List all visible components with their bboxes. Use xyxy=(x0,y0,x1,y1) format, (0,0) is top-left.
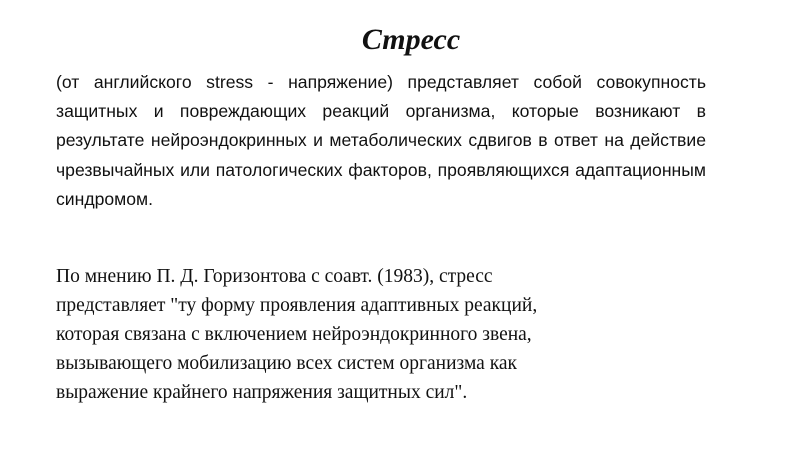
definition-paragraph: (от английского stress - напряжение) представляет собой совокупность защитных и повреждающих реакций организма, которые возникают в результате нейроэндокринных и метаболических сдвигов в ответ на действие чрезвычайных или патологических факторов, проявляющихся адаптационным синдромом. xyxy=(56,72,706,209)
quote-line: вызывающего мобилизацию всех систем организма как xyxy=(56,353,518,374)
quote-line: представляет "ту форму проявления адаптивных реакций, xyxy=(56,295,538,316)
quote-line: По мнению П. Д. Горизонтова с соавт. (1983), стресс xyxy=(56,266,493,287)
slide-title: Стресс xyxy=(361,23,461,56)
quote-paragraph xyxy=(56,262,736,407)
quote-line: выражение крайнего напряжения защитных сил". xyxy=(56,382,468,403)
quote-line: которая связана с включением нейроэндокринного звена, xyxy=(56,324,532,345)
